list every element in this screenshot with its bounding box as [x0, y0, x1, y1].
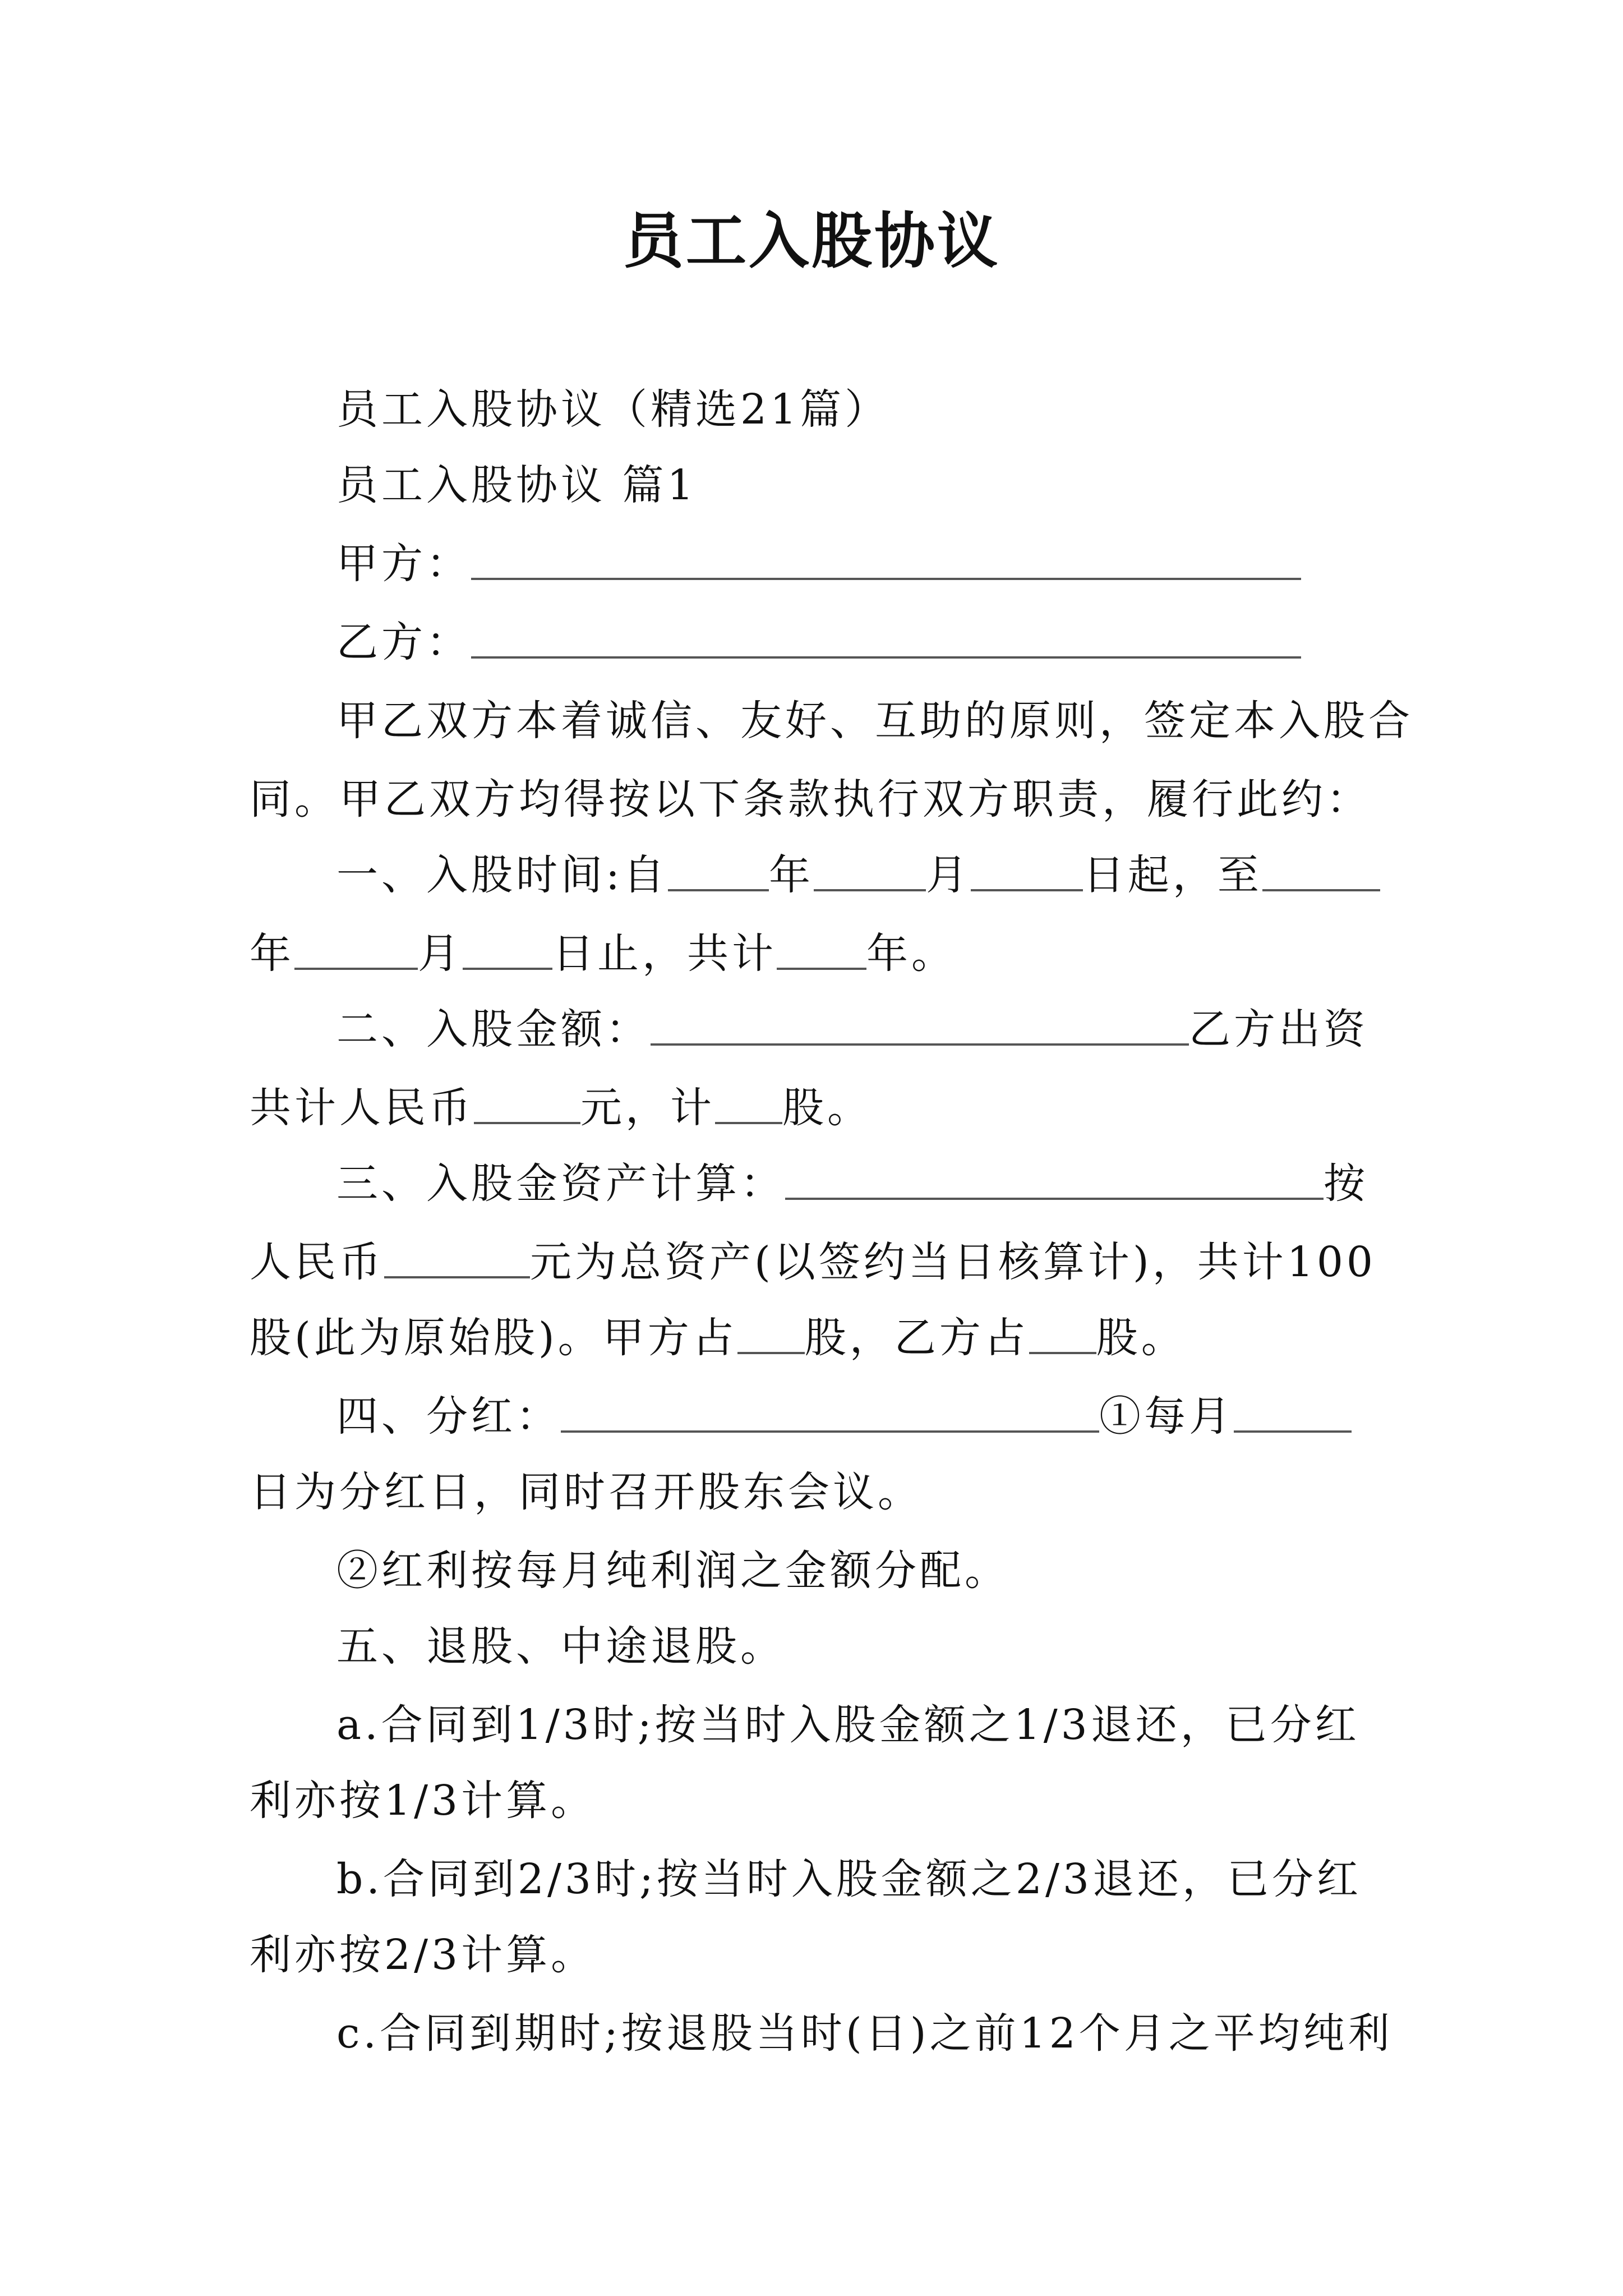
clause-1-line-1: [336, 847, 1380, 903]
party-a-blank: [471, 578, 1301, 580]
clause-1-text: 年: [768, 851, 814, 899]
clause-2-text: 共计人民币: [250, 1084, 474, 1132]
party-a-line: [336, 536, 1301, 592]
clause-1-text: 年。: [866, 930, 956, 978]
blank-share-count: [715, 1122, 782, 1124]
clause-3-text: 按: [1324, 1159, 1368, 1208]
clause-2-text: 二、入股金额：: [336, 1005, 651, 1053]
clause-2-line-1: [336, 1001, 1368, 1057]
clause-5-a-line-1: a.合同到1/3时;按当时入股金额之1/3退还，已分红: [336, 1701, 1360, 1749]
blank-start-day: [971, 889, 1083, 891]
article-heading: 员工入股协议 篇1: [336, 461, 697, 509]
blank-investment-amount: [651, 1043, 1189, 1046]
clause-4-line-2: 日为分红日，同时召开股东会议。: [250, 1468, 923, 1516]
clause-4-text: ①每月: [1099, 1392, 1234, 1441]
clause-2-text: 股。: [782, 1084, 872, 1132]
blank-party-a-shares: [737, 1352, 805, 1354]
clause-1-text: 一、入股时间:自: [336, 851, 668, 899]
clause-3-text: 股(此为原始股)。甲方占: [250, 1314, 737, 1362]
clause-5-heading: 五、退股、中途退股。: [336, 1622, 785, 1671]
clause-3-text: 人民币: [250, 1238, 384, 1286]
clause-3-text: 股。: [1096, 1314, 1186, 1362]
clause-4-line-3: ②红利按每月纯利润之金额分配。: [336, 1547, 1009, 1595]
document-subtitle: 员工入股协议（精选21篇）: [336, 385, 890, 434]
party-b-blank: [471, 656, 1301, 659]
clause-3-line-2: [250, 1234, 1376, 1290]
clause-1-text: 年: [250, 930, 294, 978]
clause-4-text: 四、分红：: [336, 1392, 561, 1441]
preamble-line-1: 甲乙双方本着诚信、友好、互助的原则，签定本入股合: [336, 697, 1413, 745]
party-a-label: 甲方：: [336, 540, 471, 588]
blank-dividend-day: [1234, 1430, 1352, 1433]
clause-1-text: 月: [925, 851, 971, 899]
clause-5-b-line-2: 利亦按2/3计算。: [250, 1931, 596, 1979]
clause-3-line-1: [336, 1156, 1368, 1212]
blank-end-day: [463, 968, 552, 970]
clause-1-text: 月: [418, 930, 463, 978]
clause-1-text: 日起，至: [1082, 851, 1262, 899]
blank-asset-calc: [785, 1198, 1324, 1200]
clause-3-text: 元为总资产(以签约当日核算计)，共计100: [530, 1238, 1376, 1286]
party-b-label: 乙方：: [336, 618, 471, 666]
blank-total-years: [777, 968, 866, 970]
party-b-line: [336, 614, 1301, 670]
clause-2-text: 元，计: [580, 1084, 715, 1132]
preamble-line-2: 同。甲乙双方均得按以下条款执行双方职责，履行此约：: [250, 775, 1371, 823]
blank-start-month: [814, 889, 926, 891]
clause-2-line-2: [250, 1080, 872, 1136]
clause-3-text: 股，乙方占: [804, 1314, 1029, 1362]
clause-5-a-line-2: 利亦按1/3计算。: [250, 1777, 596, 1825]
clause-3-text: 三、入股金资产计算：: [336, 1159, 785, 1208]
blank-dividend: [561, 1430, 1099, 1433]
blank-start-year: [668, 889, 769, 891]
blank-rmb-amount: [474, 1122, 580, 1124]
clause-3-line-3: [250, 1310, 1186, 1366]
clause-5-c-line-1: c.合同到期时;按退股当时(日)之前12个月之平均纯利: [336, 2009, 1393, 2058]
blank-party-b-shares: [1029, 1352, 1096, 1354]
blank-end-year: [1262, 889, 1380, 891]
blank-total-assets: [384, 1276, 530, 1278]
document-title: 员工入股协议: [623, 206, 1000, 277]
clause-2-text: 乙方出资: [1189, 1005, 1368, 1053]
clause-5-b-line-1: b.合同到2/3时;按当时入股金额之2/3退还，已分红: [336, 1855, 1362, 1903]
clause-4-line-1: [336, 1388, 1352, 1444]
clause-1-text: 日止，共计: [552, 930, 777, 978]
blank-end-month: [294, 968, 418, 970]
clause-1-line-2: [250, 926, 956, 982]
